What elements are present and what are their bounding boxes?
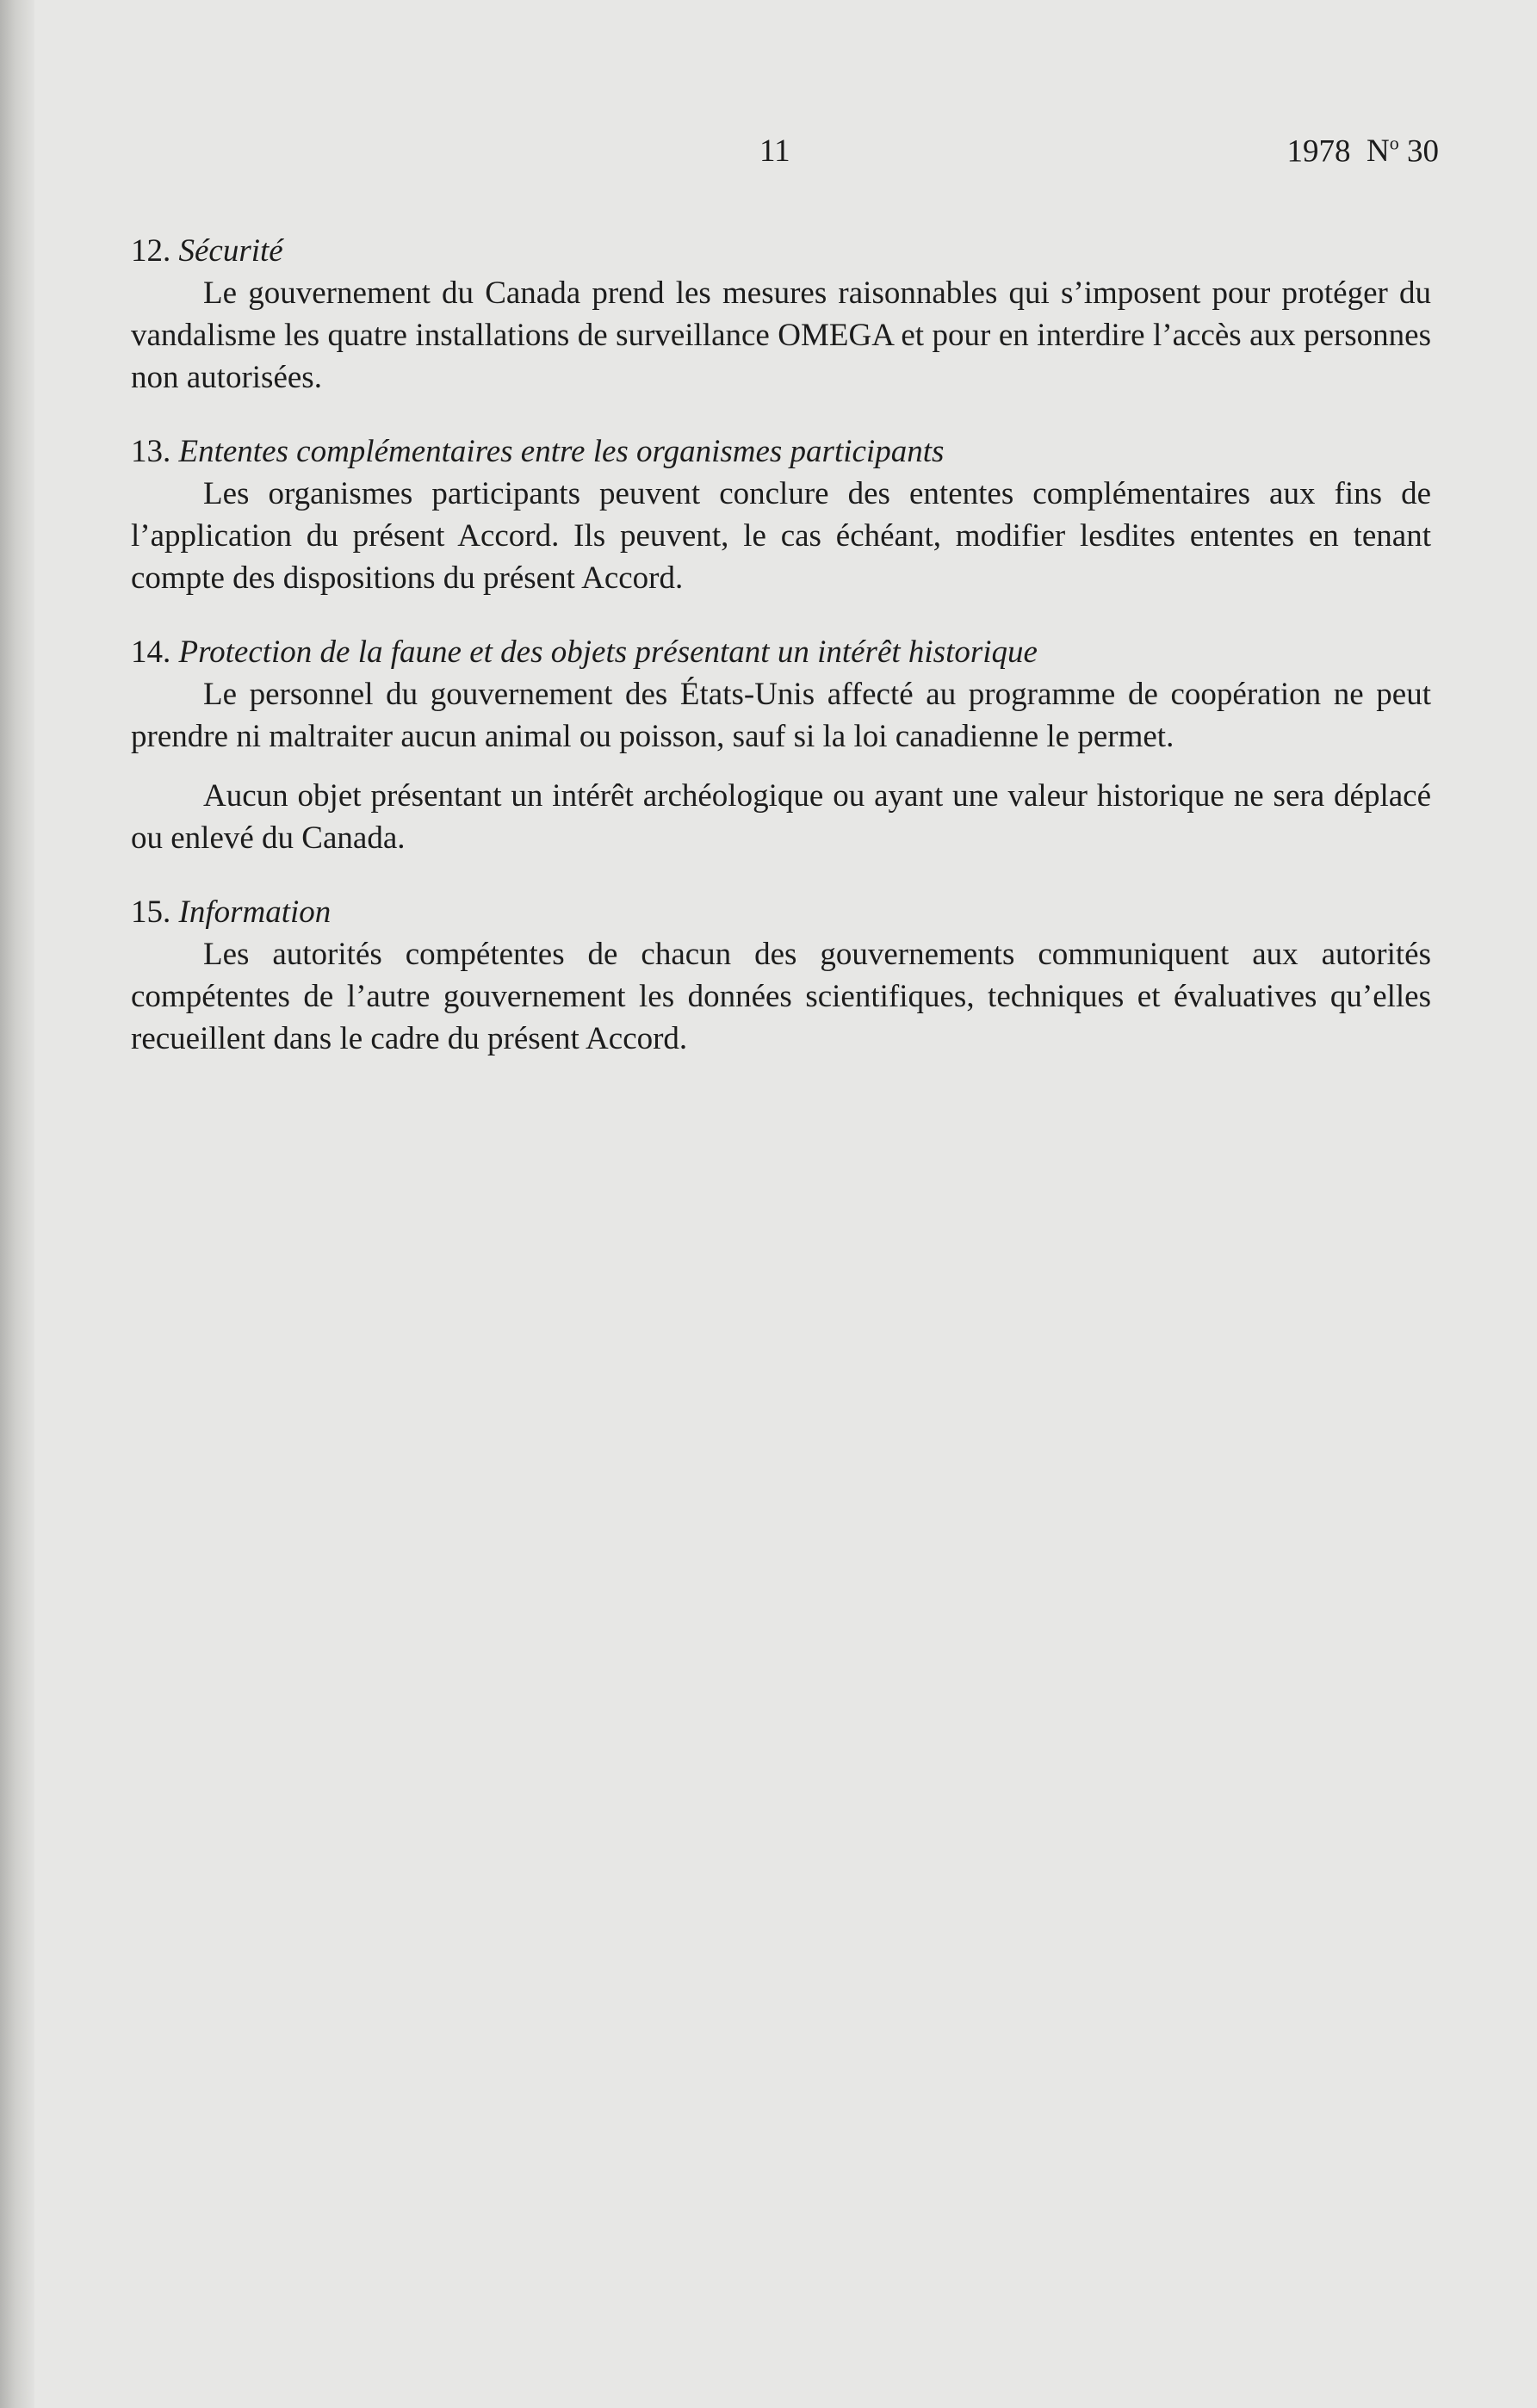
section-13-complementary-agreements bbox=[131, 431, 1431, 599]
section-heading bbox=[131, 892, 1431, 933]
section-number: 14. bbox=[131, 634, 171, 670]
section-heading bbox=[131, 632, 1431, 673]
issue-number-label: $N^o$ bbox=[1367, 133, 1399, 170]
section-heading bbox=[131, 231, 1431, 272]
section-paragraph: Le personnel du gouvernement des États-Unis affecté au programme de coopération ne peut prendre ni maltraiter aucun animal ou poisson, sauf si la loi canadienne le permet. bbox=[131, 677, 1431, 754]
section-heading bbox=[131, 431, 1431, 473]
section-14-wildlife-protection bbox=[131, 632, 1431, 859]
issue-number: 30 bbox=[1407, 133, 1439, 170]
issue-year: 1978 bbox=[1286, 133, 1351, 170]
page-binding-edge bbox=[0, 0, 34, 2408]
document-body bbox=[131, 231, 1431, 1093]
section-number: 15. bbox=[131, 894, 171, 930]
section-paragraph: Le gouvernement du Canada prend les mesures raisonnables qui s’imposent pour protéger du vandalisme les quatre installations de surveillance OMEGA et pour en interdire l’accès aux personnes non autorisées. bbox=[131, 275, 1431, 395]
page-number: 11 bbox=[759, 133, 790, 169]
section-number: 13. bbox=[131, 434, 171, 469]
page-header bbox=[0, 129, 1537, 181]
section-12-security bbox=[131, 231, 1431, 399]
section-15-information bbox=[131, 892, 1431, 1060]
section-title: Sécurité bbox=[178, 233, 283, 269]
section-title: Protection de la faune et des objets présentant un intérêt historique bbox=[178, 634, 1038, 670]
issue-reference bbox=[1287, 133, 1439, 170]
section-number: 12. bbox=[131, 233, 171, 269]
section-title: Ententes complémentaires entre les organismes participants bbox=[178, 434, 945, 469]
section-paragraph: Aucun objet présentant un intérêt archéologique ou ayant une valeur historique ne sera déplacé ou enlevé du Canada. bbox=[131, 778, 1431, 856]
section-title: Information bbox=[178, 894, 332, 930]
section-paragraph: Les organismes participants peuvent conclure des ententes complémentaires aux fins de l’application du présent Accord. Ils peuvent, le cas échéant, modifier lesdites ententes en tenant compte des dispositions du présent Accord. bbox=[131, 476, 1431, 596]
section-paragraph: Les autorités compétentes de chacun des gouvernements communiquent aux autorités compétentes de l’autre gouvernement les données scientifiques, techniques et évaluatives qu’elles recueillent dans le cadre du présent Accord. bbox=[131, 937, 1431, 1056]
